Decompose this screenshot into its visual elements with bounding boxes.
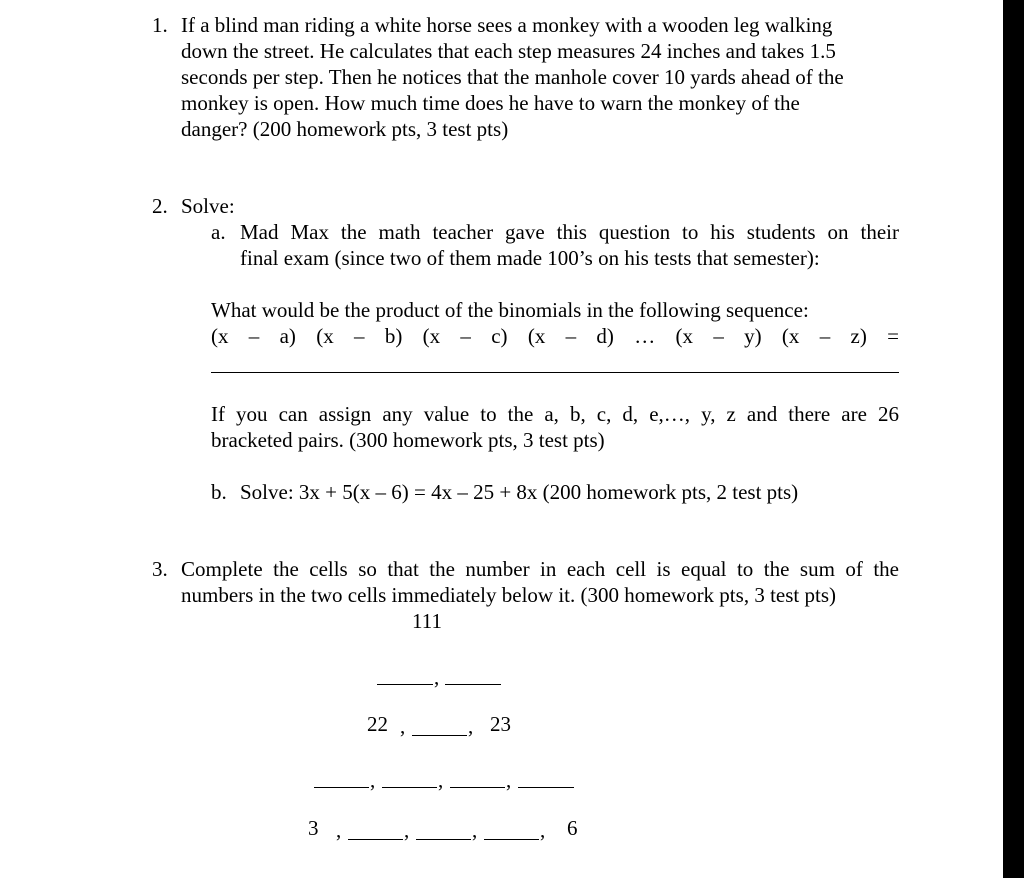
question-text-line: Mad Max the math teacher gave this question to his students on their — [240, 220, 899, 244]
question-number: 1. — [152, 13, 168, 37]
pyramid-separator: , — [370, 768, 376, 792]
pyramid-blank[interactable] — [416, 821, 471, 840]
pyramid-cell-given: 6 — [567, 816, 578, 840]
pyramid-cell-given: 22 — [367, 712, 388, 736]
sequence-token: – — [565, 324, 577, 348]
pyramid-blank[interactable] — [412, 717, 467, 736]
question-text-line: numbers in the two cells immediately below it. (300 homework pts, 3 test pts) — [181, 583, 836, 607]
question-title: Solve: — [181, 194, 235, 218]
question-text-line: danger? (200 homework pts, 3 test pts) — [181, 117, 509, 141]
question-text-line: bracketed pairs. (300 homework pts, 3 test pts) — [211, 428, 605, 452]
question-text-line: Solve: 3x + 5(x – 6) = 4x – 25 + 8x (200 homework pts, 2 test pts) — [240, 480, 799, 504]
sequence-token: (x — [781, 324, 800, 348]
pyramid-separator: , — [438, 768, 444, 792]
pyramid-separator: , — [506, 768, 512, 792]
pyramid-separator: , — [400, 714, 406, 738]
question-text-line: seconds per step. Then he notices that the manhole cover 10 yards ahead of the — [181, 65, 844, 89]
sequence-token: b) — [384, 324, 403, 348]
question-text-line: monkey is open. How much time does he have to warn the monkey of the — [181, 91, 800, 115]
pyramid-cell-top: 111 — [412, 609, 442, 633]
sequence-token: (x — [675, 324, 694, 348]
sequence-token: a) — [279, 324, 296, 348]
pyramid-separator: , — [434, 665, 440, 689]
pyramid-blank[interactable] — [348, 821, 403, 840]
sequence-token: (x — [422, 324, 441, 348]
question-text-line: If a blind man riding a white horse sees a monkey with a wooden leg walking — [181, 13, 833, 37]
pyramid-cell-given: 23 — [490, 712, 511, 736]
binomial-sequence — [211, 323, 899, 349]
question-number: 2. — [152, 194, 168, 218]
sequence-token: y) — [744, 324, 762, 348]
sequence-token: c) — [491, 324, 508, 348]
sequence-token: … — [634, 324, 656, 348]
pyramid-blank[interactable] — [518, 769, 574, 788]
question-text-line: Complete the cells so that the number in each cell is equal to the sum of the — [181, 557, 899, 581]
sequence-token: (x — [211, 324, 229, 348]
pyramid-blank[interactable] — [445, 666, 501, 685]
pyramid-separator: , — [540, 818, 546, 842]
sequence-token: = — [887, 324, 899, 348]
pyramid-blank[interactable] — [377, 666, 433, 685]
sequence-token: – — [460, 324, 471, 348]
window-edge — [1003, 0, 1024, 878]
subquestion-letter: b. — [211, 480, 227, 504]
pyramid-cell-given: 3 — [308, 816, 319, 840]
pyramid-separator: , — [404, 818, 410, 842]
question-text-line: final exam (since two of them made 100’s on his tests that semester): — [240, 246, 820, 270]
subquestion-letter: a. — [211, 220, 226, 244]
pyramid-separator: , — [336, 818, 342, 842]
answer-line[interactable] — [211, 372, 899, 373]
question-text-line: If you can assign any value to the a, b, c, d, e,…, y, z and there are 26 — [211, 402, 899, 426]
pyramid-blank[interactable] — [314, 769, 369, 788]
sequence-token: z) — [850, 324, 867, 348]
sequence-token: – — [713, 324, 724, 348]
sequence-token: d) — [596, 324, 614, 348]
sequence-token: (x — [316, 324, 334, 348]
sequence-token: – — [354, 324, 365, 348]
pyramid-blank[interactable] — [484, 821, 539, 840]
sequence-token: – — [819, 324, 831, 348]
sequence-token: (x — [527, 324, 546, 348]
sequence-prompt: What would be the product of the binomials in the following sequence: — [211, 298, 809, 322]
question-number: 3. — [152, 557, 168, 581]
question-text-line: down the street. He calculates that each step measures 24 inches and takes 1.5 — [181, 39, 836, 63]
pyramid-separator: , — [472, 818, 478, 842]
sequence-token: – — [248, 324, 260, 348]
pyramid-blank[interactable] — [382, 769, 437, 788]
pyramid-blank[interactable] — [450, 769, 505, 788]
pyramid-separator: , — [468, 714, 474, 738]
